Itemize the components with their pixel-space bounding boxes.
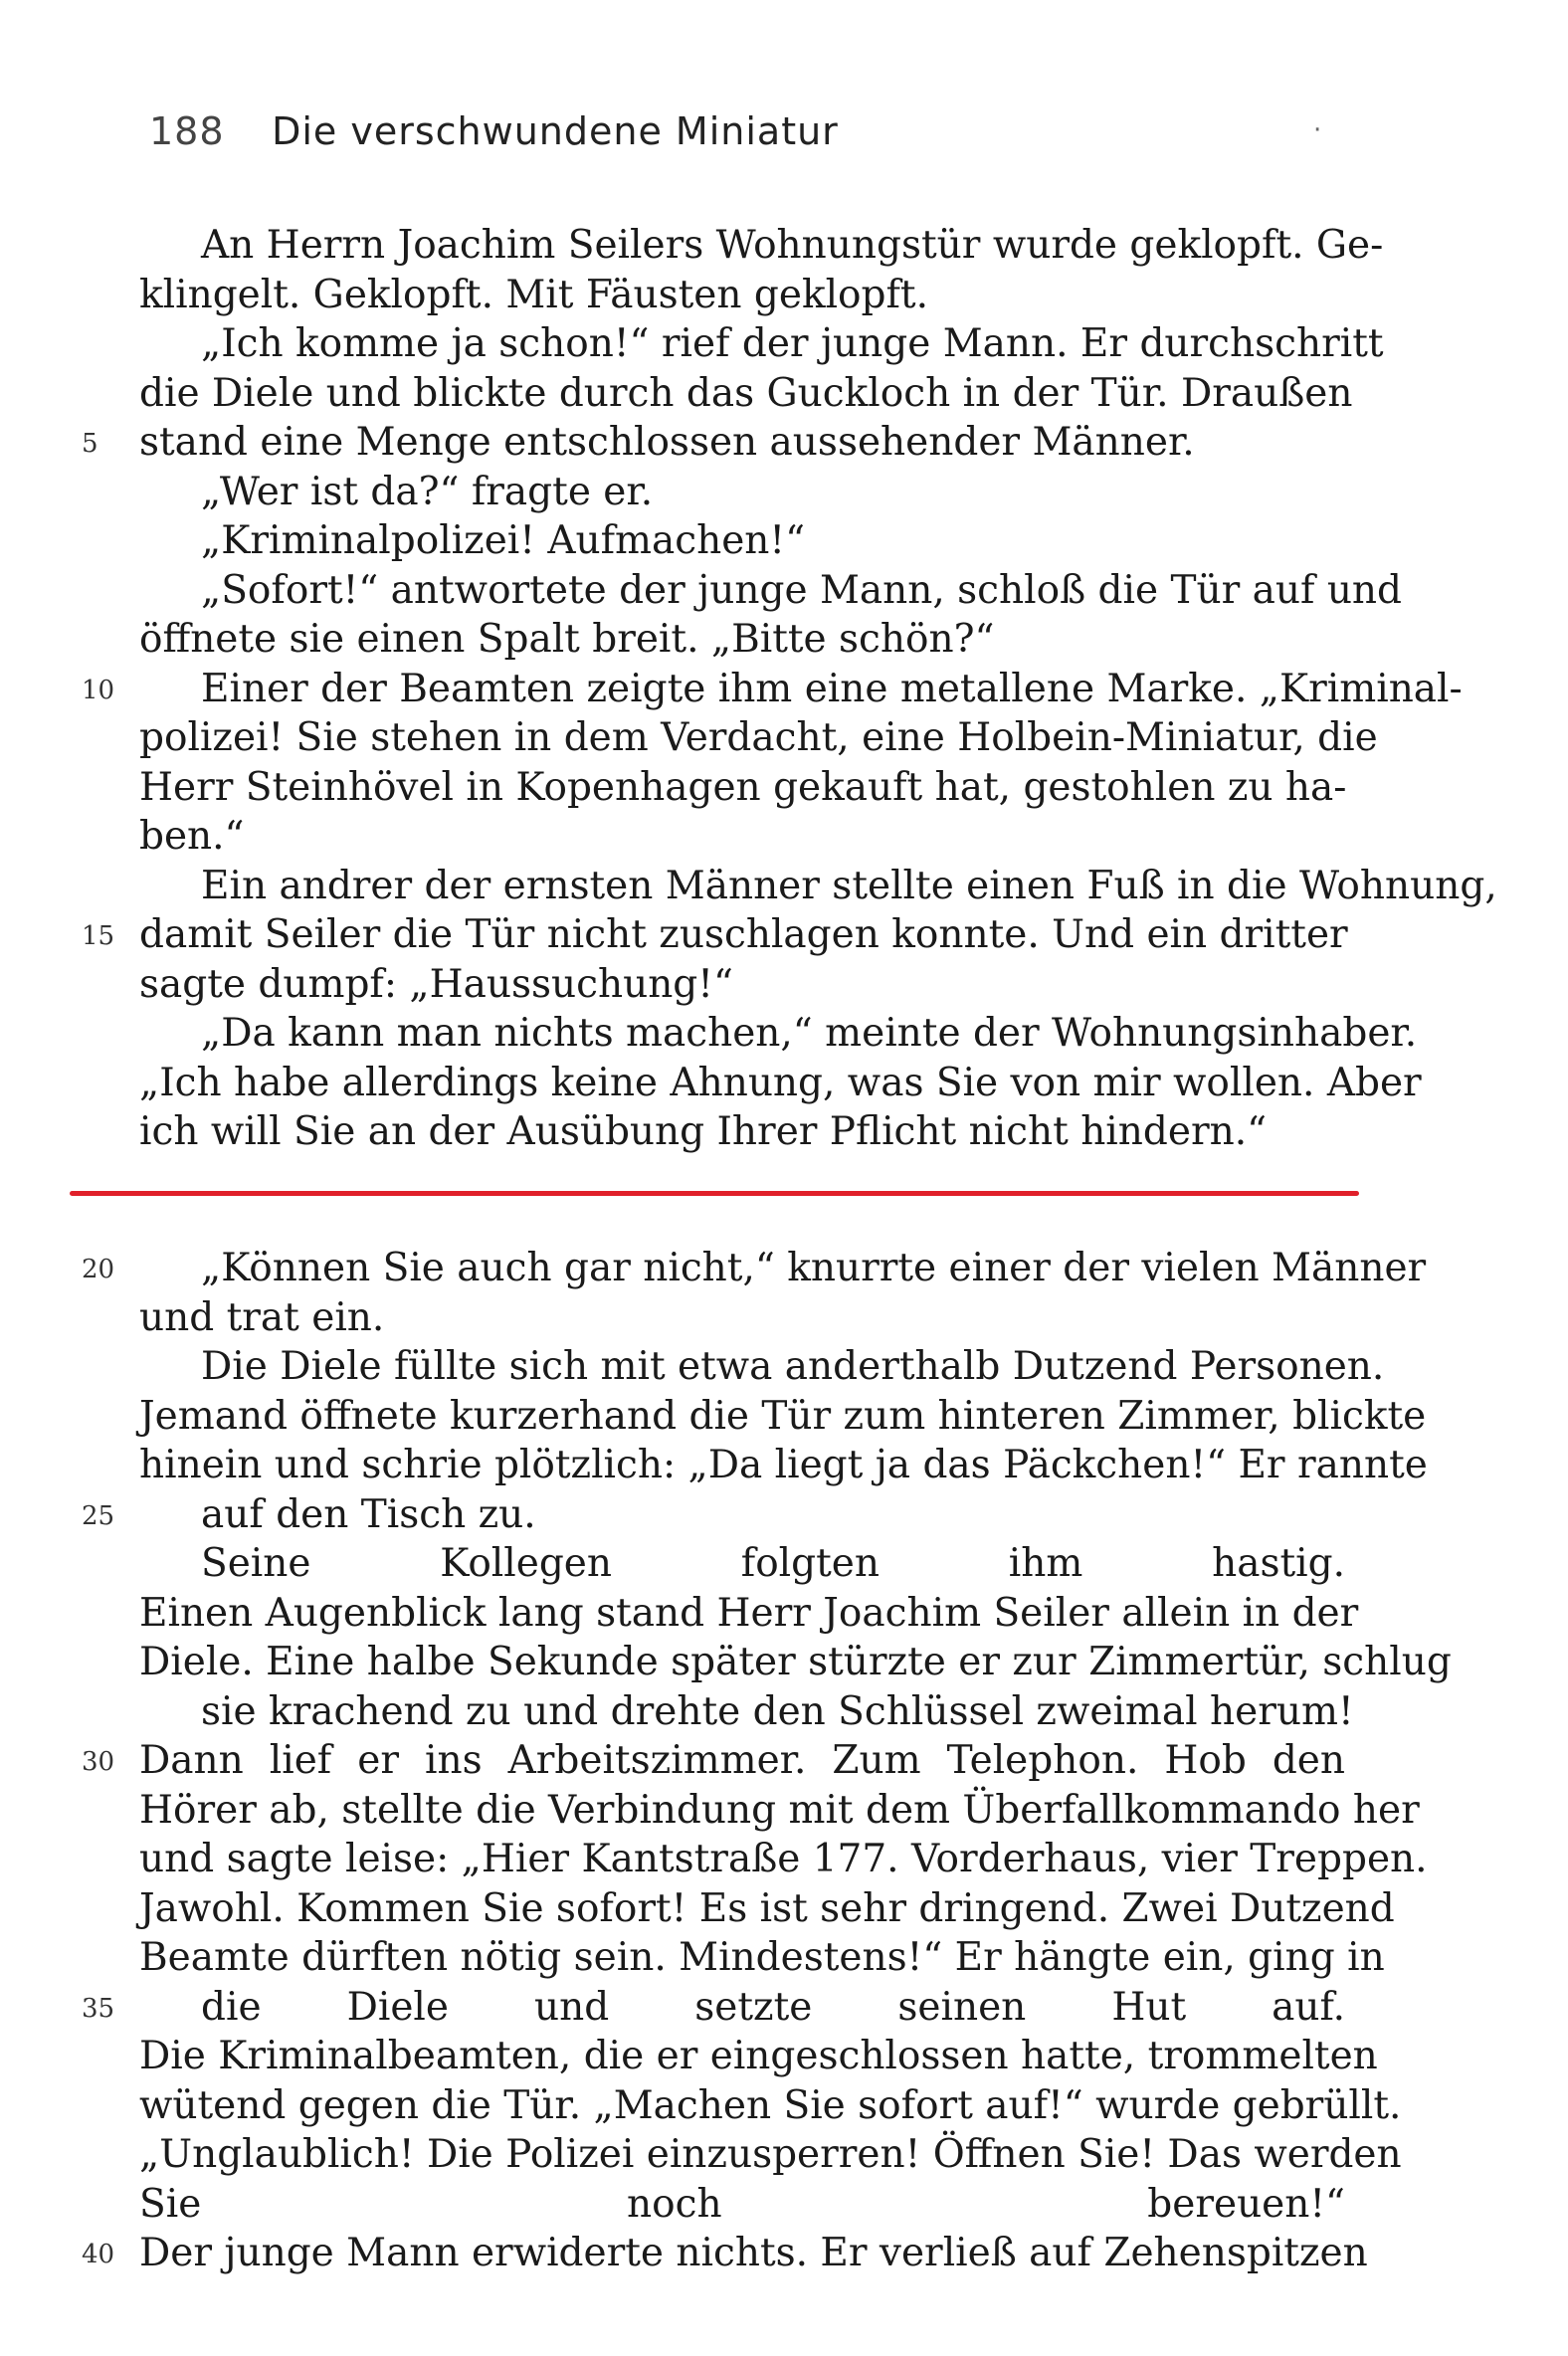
line-text: polizei! Sie stehen in dem Verdacht, eine Holbein-Miniatur, die (139, 715, 1378, 760)
line-text: öffnete sie einen Spalt breit. „Bitte schön?“ (139, 617, 995, 662)
text-line (139, 1342, 1385, 1392)
text-line (139, 1687, 1354, 1737)
line-text: „Da kann man nichts machen,“ meinte der Wohnungsinhaber. (201, 1011, 1418, 1056)
line-text: An Herrn Joachim Seilers Wohnungstür wurde geklopft. Ge- (201, 223, 1384, 268)
text-line (139, 713, 1378, 763)
line-text: die Diele und setzte seinen Hut auf. (201, 1984, 1345, 2030)
line-text: Ein andrer der ernsten Männer stellte einen Fuß in die Wohnung, (201, 863, 1497, 908)
text-line (139, 319, 1384, 369)
line-text: sie krachend zu und drehte den Schlüssel zweimal herum! (201, 1688, 1354, 1734)
line-text: Einer der Beamten zeigte ihm eine metallene Marke. „Kriminal- (201, 666, 1463, 711)
line-number: 15 (82, 921, 115, 951)
text-line (82, 1983, 1345, 2033)
line-number: 20 (82, 1255, 115, 1284)
text-line (139, 812, 1345, 862)
line-text: und sagte leise: „Hier Kantstraße 177. Vorderhaus, vier Treppen. (139, 1837, 1428, 1881)
page-number: 188 (149, 109, 225, 153)
line-text: hinein und schrie plötzlich: „Da liegt ja das Päckchen!“ Er rannte (139, 1443, 1428, 1487)
running-header (149, 109, 1343, 169)
text-line (82, 665, 1463, 714)
running-title: Die verschwundene Miniatur (272, 109, 839, 153)
text-line (139, 1933, 1385, 1983)
line-text: sagte dumpf: „Haussuchung!“ (139, 961, 733, 1007)
line-text: klingelt. Geklopft. Mit Fäusten geklopft. (139, 272, 929, 317)
line-text: Die Diele füllte sich mit etwa anderthalb Dutzend Personen. (201, 1344, 1385, 1389)
text-line (139, 1539, 1345, 1589)
line-text: Herr Steinhövel in Kopenhagen gekauft hat, gestohlen zu ha- (139, 764, 1347, 810)
text-line (82, 910, 1348, 960)
red-divider-line (70, 1191, 1359, 1196)
text-line (139, 1589, 1359, 1639)
line-text: die Diele und blickte durch das Guckloch in der Tür. Draußen (139, 370, 1353, 416)
text-line (139, 2130, 1402, 2180)
text-line (139, 1835, 1428, 1884)
margin-mark: · (1313, 115, 1323, 145)
text-line (139, 2081, 1402, 2131)
text-line (82, 2229, 1368, 2278)
text-line (139, 2180, 1345, 2230)
text-block-lower (82, 1244, 1452, 2278)
line-text: „Sofort!“ antwortete der junge Mann, schloß die Tür auf und (201, 567, 1403, 613)
line-number: 10 (82, 675, 115, 705)
line-text: auf den Tisch zu. (201, 1491, 536, 1537)
text-line (139, 1884, 1395, 1934)
text-line (139, 1107, 1345, 1157)
text-block-upper (82, 221, 1497, 1157)
line-text: „Unglaublich! Die Polizei einzusperren! Öffnen Sie! Das werden (139, 2132, 1402, 2177)
line-text: Dann lief er ins Arbeitszimmer. Zum Telephon. Hob den (139, 1738, 1345, 1783)
line-number: 40 (82, 2240, 115, 2269)
text-line (139, 763, 1345, 813)
text-line (139, 1638, 1452, 1687)
text-line (139, 1009, 1418, 1059)
line-text: Hörer ab, stellte die Verbindung mit dem Überfallkommando her (139, 1787, 1420, 1833)
line-text: und trat ein. (139, 1294, 385, 1340)
text-line (139, 615, 1345, 665)
text-line (139, 468, 1345, 517)
text-line (139, 960, 1345, 1010)
line-text: „Kriminalpolizei! Aufmachen!“ (201, 518, 806, 563)
line-text: Einen Augenblick lang stand Herr Joachim Seiler allein in der (139, 1590, 1359, 1636)
text-line (139, 566, 1403, 616)
text-line (139, 1293, 1345, 1343)
line-number: 35 (82, 1993, 115, 2024)
line-text: wütend gegen die Tür. „Machen Sie sofort auf!“ wurde gebrüllt. (139, 2082, 1402, 2128)
line-text: Die Kriminalbeamten, die er eingeschlossen hatte, trommelten (139, 2034, 1378, 2078)
line-text: „Ich komme ja schon!“ rief der junge Mann. Er durchschritt (201, 321, 1384, 366)
text-line (139, 516, 1345, 566)
text-line (139, 221, 1384, 271)
line-text: „Wer ist da?“ fragte er. (201, 469, 654, 514)
text-line (139, 1441, 1428, 1490)
line-number: 30 (82, 1747, 115, 1777)
line-text: Diele. Eine halbe Sekunde später stürzte er zur Zimmertür, schlug (139, 1640, 1452, 1684)
line-text: ich will Sie an der Ausübung Ihrer Pflicht nicht hindern.“ (139, 1109, 1268, 1154)
line-text: „Können Sie auch gar nicht,“ knurrte einer der vielen Männer (201, 1246, 1427, 1290)
text-line (139, 2032, 1378, 2081)
line-text: Jawohl. Kommen Sie sofort! Es ist sehr dringend. Zwei Dutzend (139, 1885, 1395, 1931)
text-line (82, 1736, 1345, 1786)
line-number: 25 (82, 1500, 115, 1531)
text-line (139, 1392, 1427, 1442)
line-text: Der junge Mann erwiderte nichts. Er verließ auf Zehenspitzen (139, 2231, 1368, 2275)
text-line (139, 271, 1345, 320)
line-text: stand eine Menge entschlossen aussehender Männer. (139, 420, 1195, 465)
text-line (139, 862, 1497, 911)
text-line (82, 1244, 1427, 1293)
text-line (139, 1059, 1422, 1108)
line-text: ben.“ (139, 814, 245, 859)
line-text: „Ich habe allerdings keine Ahnung, was Sie von mir wollen. Aber (139, 1060, 1422, 1105)
line-text: damit Seiler die Tür nicht zuschlagen konnte. Und ein dritter (139, 912, 1348, 957)
line-text: Seine Kollegen folgten ihm hastig. (201, 1541, 1345, 1586)
text-line (139, 369, 1353, 419)
line-text: Sie noch bereuen!“ (139, 2181, 1345, 2227)
line-text: Beamte dürften nötig sein. Mindestens!“ Er hängte ein, ging in (139, 1935, 1385, 1980)
text-line (139, 1786, 1420, 1836)
text-line (82, 418, 1345, 468)
text-line (82, 1490, 1345, 1540)
line-text: Jemand öffnete kurzerhand die Tür zum hinteren Zimmer, blickte (139, 1393, 1427, 1439)
line-number: 5 (82, 429, 98, 459)
